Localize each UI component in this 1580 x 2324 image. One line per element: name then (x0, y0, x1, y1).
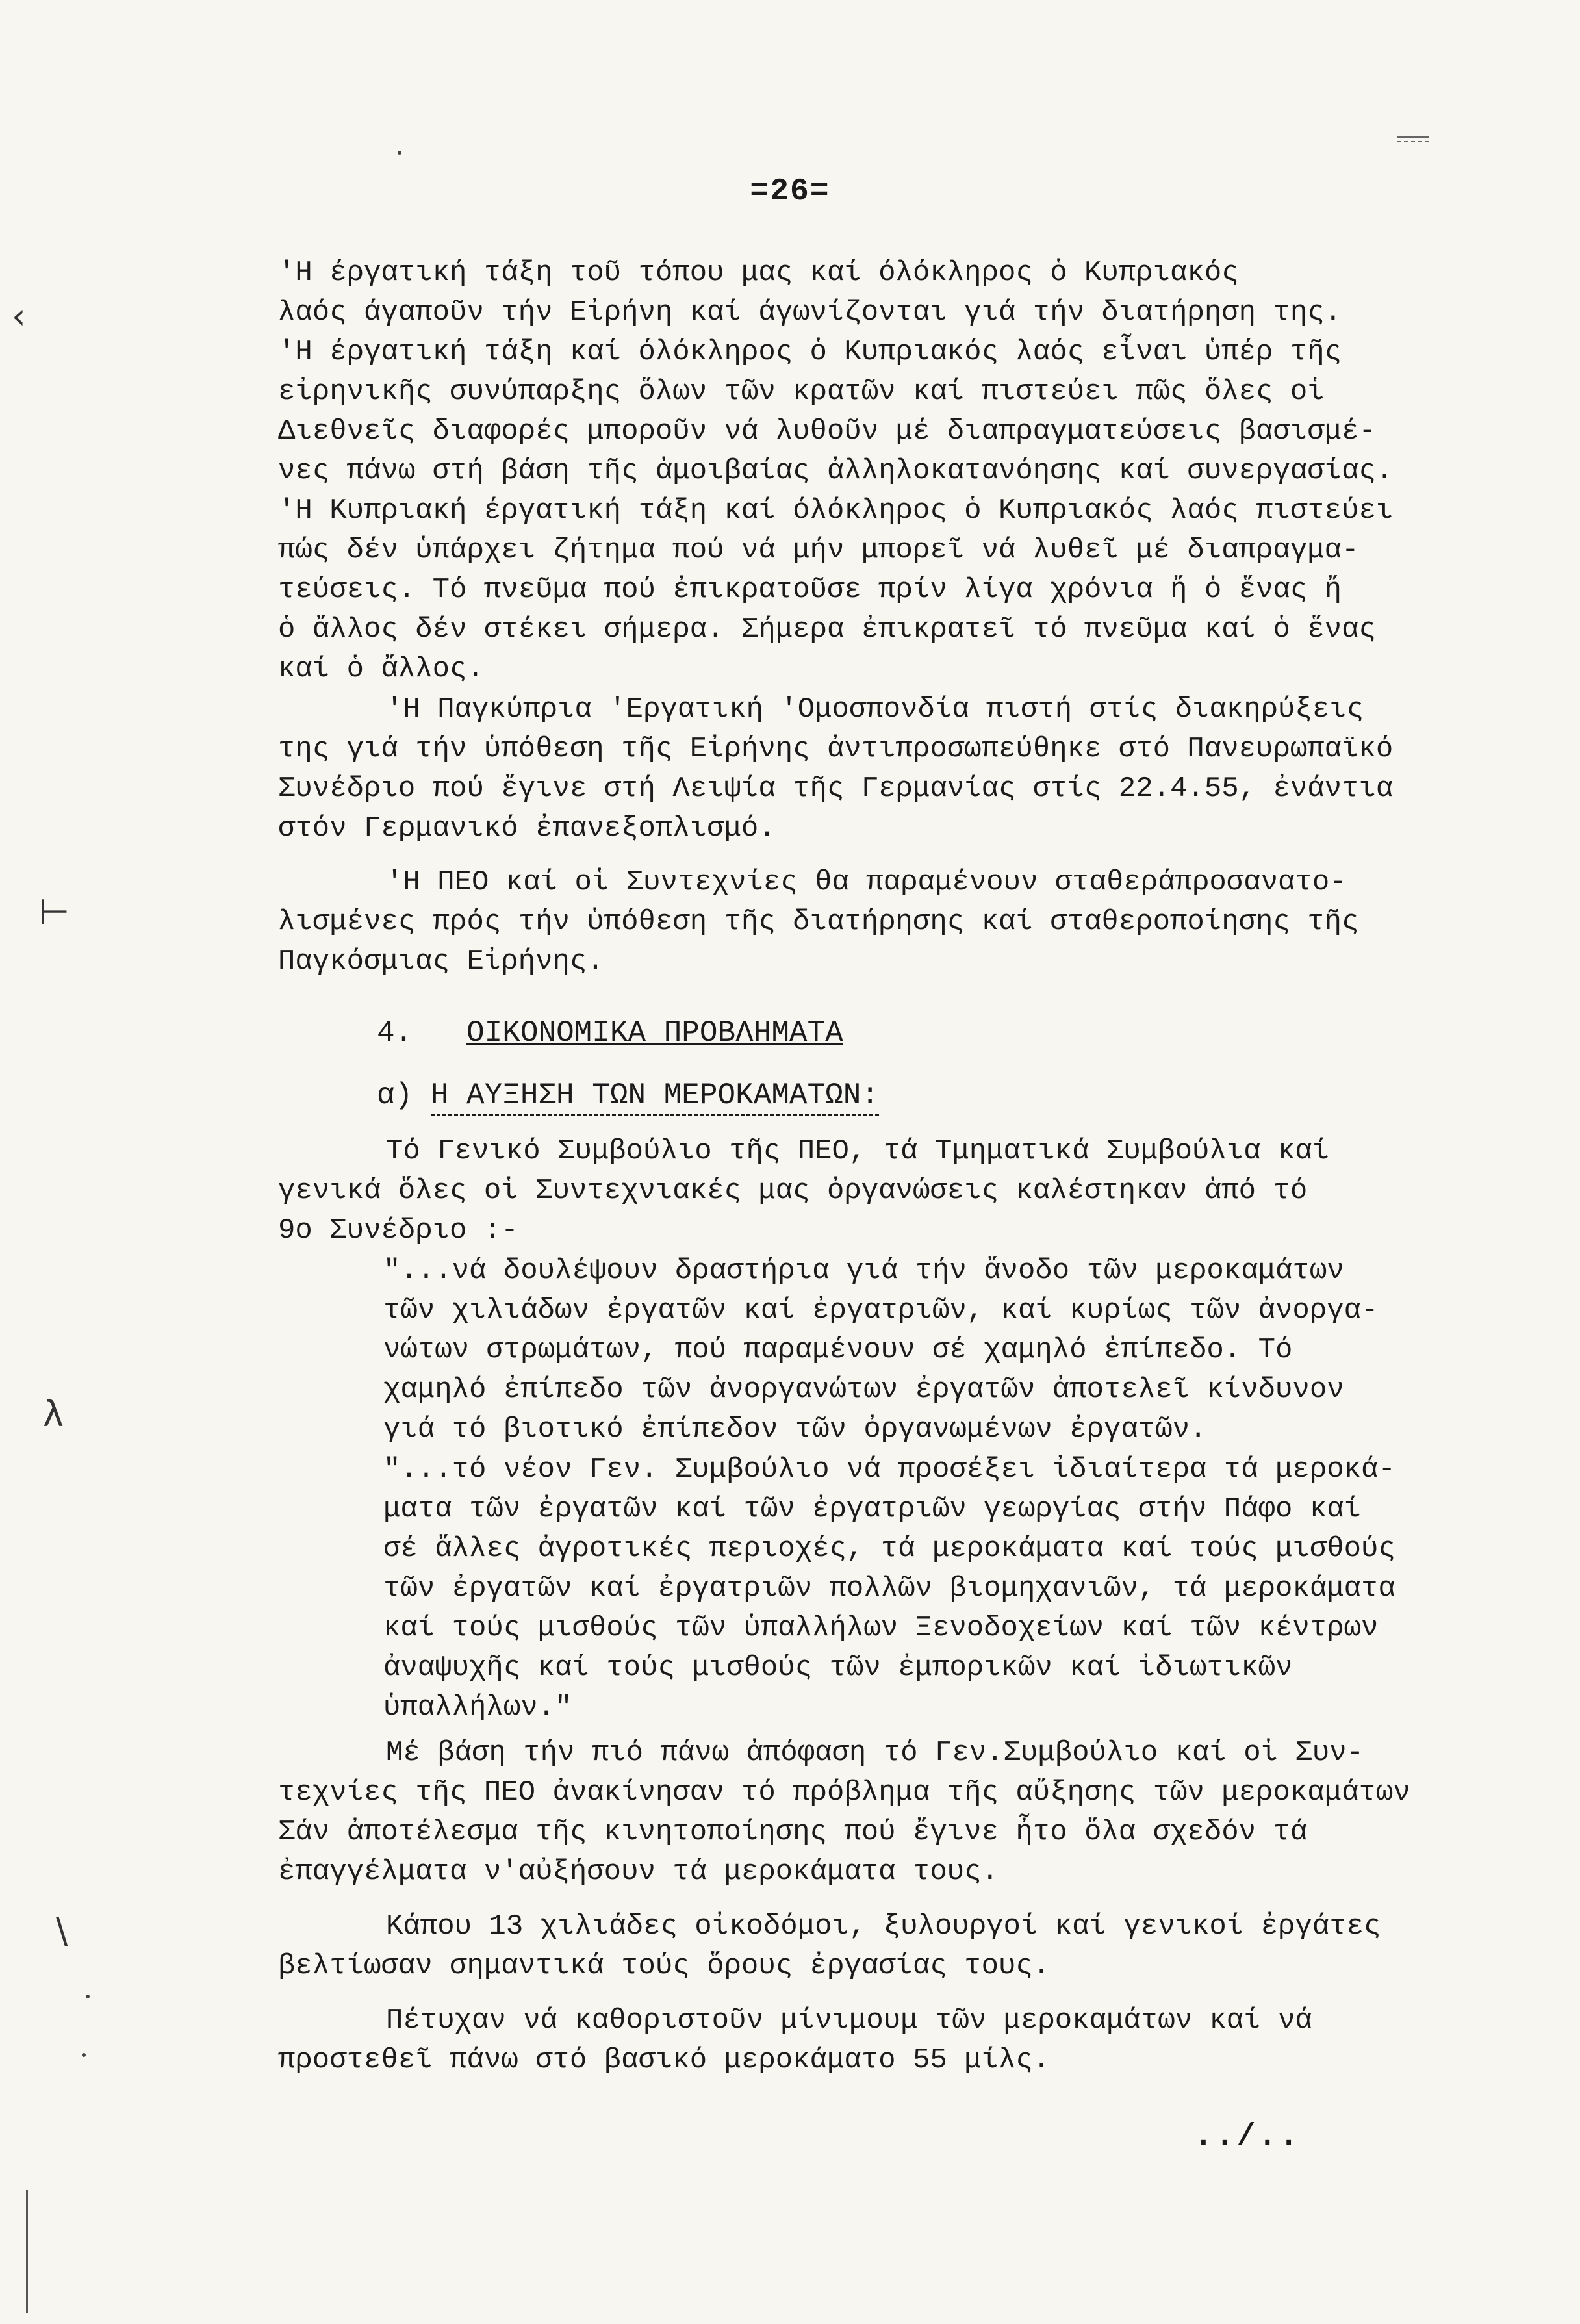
section-number: 4. (377, 1016, 413, 1050)
text-line: 'Η έργατική τάξη καί όλόκληρος ὁ Κυπριακός λαός εἶναι ὑπέρ τῆς (278, 336, 1342, 368)
subsection-heading-wage-increase (377, 1076, 879, 1115)
continuation-mark: ../.. (1194, 2119, 1301, 2154)
text-line: τῶν ἐργατῶν καί ἐργατριῶν πολλῶν βιομηχανιῶν, τά μεροκάματα (383, 1572, 1395, 1605)
text-line: βελτίωσαν σημαντικά τούς ὅρους ἐργασίας τους. (278, 1950, 1051, 1982)
text-line: Σάν ἀποτέλεσμα τῆς κινητοποίησης πού ἔγινε ἦτο ὅλα σχεδόν τά (278, 1816, 1308, 1848)
page-number: =26= (750, 174, 830, 209)
text-line: Παγκόσμιας Εἰρήνης. (278, 945, 604, 978)
text-line: 'Η Παγκύπρια 'Εργατική 'Ομοσπονδία πιστή στίς διακηρύξεις (386, 693, 1364, 726)
text-line: χαμηλό ἐπίπεδο τῶν ἀνοργανώτων ἐργατῶν ἀποτελεῖ κίνδυνον (383, 1373, 1344, 1406)
paragraph-minimum-wage (278, 2001, 1545, 2080)
text-line: προστεθεῖ πάνω στό βασικό μεροκάματο 55 μίλς. (278, 2044, 1051, 2076)
text-line: "...νά δουλέψουν δραστήρια γιά τήν ἄνοδο τῶν μεροκαμάτων (383, 1255, 1344, 1287)
text-line: Διεθνεῖς διαφορές μποροῦν νά λυθοῦν μέ διαπραγματεύσεις βασισμέ- (278, 415, 1376, 448)
text-line: ἐπαγγέλματα ν'αὐξήσουν τά μεροκάματα τους. (278, 1856, 999, 1888)
text-line: Συνέδριο πού ἔγινε στή Λειψία τῆς Γερμανίας στίς 22.4.55, ἐνάντια (278, 773, 1394, 805)
quote-resolution-2 (383, 1450, 1580, 1728)
text-line: Τό Γενικό Συμβούλιο τῆς ΠΕΟ, τά Τμηματικά Συμβούλια καί (386, 1135, 1330, 1168)
paragraph-peace (278, 253, 1545, 689)
text-line: της γιά τήν ὑπόθεση τῆς Εἰρήνης ἀντιπροσωπεύθηκε στό Πανευρωπαϊκό (278, 733, 1394, 765)
text-line: ὑπαλλήλων." (383, 1691, 572, 1724)
text-line: ἀναψυχῆς καί τούς μισθούς τῶν ἐμπορικῶν καί ἰδιωτικῶν (383, 1652, 1293, 1684)
text-line: εἰρηνικῆς συνύπαρξης ὅλων τῶν κρατῶν καί πιστεύει πῶς ὅλες οἱ (278, 376, 1325, 408)
paragraph-wage-campaign (278, 1733, 1545, 1892)
text-line: 'Η ΠΕΟ καί οἱ Συντεχνίες θα παραμένουν σταθεράπροσανατο- (386, 866, 1347, 899)
section-heading-economic-problems (377, 1014, 843, 1053)
margin-mark-arrow: ‹ (12, 296, 26, 337)
paragraph-builders (278, 1907, 1545, 1986)
text-line: νώτων στρωμάτων, πού παραμένουν σέ χαμηλό ἐπίπεδο. Τό (383, 1334, 1293, 1366)
paragraph-peo-congress (278, 690, 1545, 849)
text-line: τῶν χιλιάδων ἐργατῶν καί ἐργατριῶν, καί κυρίως τῶν ἀνοργα- (383, 1294, 1379, 1327)
paragraph-peo-unions (278, 863, 1545, 982)
scan-edge-line (26, 2190, 28, 2313)
subsection-prefix: α) (377, 1079, 413, 1112)
margin-mark-tick: ⊢ (39, 891, 70, 932)
text-line: ὁ ἄλλος δέν στέκει σήμερα. Σήμερα ἐπικρατεῖ τό πνεῦμα καί ὁ ἕνας (278, 613, 1376, 646)
scan-artifact-dash (1397, 136, 1429, 142)
text-line: τεύσεις. Τό πνεῦμα πού ἐπικρατοῦσε πρίν λίγα χρόνια ἤ ὁ ἕνας ἤ (278, 574, 1342, 606)
text-line: νες πάνω στή βάση τῆς ἀμοιβαίας ἀλληλοκατανόησης καί συνεργασίας. (278, 455, 1394, 487)
text-line: 'Η Κυπριακή έργατική τάξη καί όλόκληρος ὁ Κυπριακός λαός πιστεύει (278, 494, 1394, 527)
text-line: Πέτυχαν νά καθοριστοῦν μίνιμουμ τῶν μεροκαμάτων καί νά (386, 2004, 1312, 2037)
text-line: "...τό νέον Γεν. Συμβούλιο νά προσέξει ἰδιαίτερα τά μεροκά- (383, 1453, 1395, 1486)
text-line: λαός άγαποῦν τήν Εἰρήνη καί άγωνίζονται γιά τήν διατήρηση της. (278, 296, 1342, 329)
quote-resolution-1 (383, 1251, 1580, 1449)
text-line: γιά τό βιοτικό ἐπίπεδον τῶν ὀργανωμένων ἐργατῶν. (383, 1413, 1207, 1446)
text-line: Μέ βάση τήν πιό πάνω ἀπόφαση τό Γεν.Συμβούλιο καί οἱ Συν- (386, 1737, 1364, 1769)
margin-mark-lambda: λ (43, 1394, 64, 1435)
text-line: τεχνίες τῆς ΠΕΟ ἀνακίνησαν τό πρόβλημα τῆς αὔξησης τῶν μεροκαμάτων (278, 1776, 1410, 1809)
text-line: πώς δέν ὑπάρχει ζήτημα πού νά μήν μπορεῖ νά λυθεῖ μέ διαπραγμα- (278, 534, 1359, 567)
scan-speck (86, 1995, 90, 1998)
section-title: ΟΙΚΟΝΟΜΙΚΑ ΠΡΟΒΛΗΜΑΤΑ (466, 1016, 843, 1050)
scan-speck (82, 2053, 86, 2057)
text-line: καί τούς μισθούς τῶν ὑπαλλήλων Ξενοδοχείων καί τῶν κέντρων (383, 1612, 1379, 1644)
text-line: στόν Γερμανικό ἐπανεξοπλισμό. (278, 812, 776, 845)
text-line: καί ὁ ἄλλος. (278, 653, 484, 685)
text-line: 'Η έργατική τάξη τοῦ τόπου μας καί όλόκληρος ὁ Κυπριακός (278, 257, 1239, 289)
scan-speck (398, 151, 401, 155)
text-line: 9ο Συνέδριο :- (278, 1214, 518, 1247)
text-line: σέ ἄλλες ἀγροτικές περιοχές, τά μεροκάματα καί τούς μισθούς (383, 1533, 1395, 1565)
text-line: Κάπου 13 χιλιάδες οἰκοδόμοι, ξυλουργοί καί γενικοί ἐργάτες (386, 1910, 1381, 1943)
text-line: γενικά ὅλες οἱ Συντεχνιακές μας ὀργανώσεις καλέστηκαν ἀπό τό (278, 1175, 1308, 1207)
paragraph-general-council (278, 1132, 1545, 1251)
subsection-title: Η ΑΥΞΗΣΗ ΤΩΝ ΜΕΡΟΚΑΜΑΤΩΝ: (431, 1079, 879, 1116)
margin-mark-slash: \ (56, 1910, 68, 1951)
text-line: λισμένες πρός τήν ὑπόθεση τῆς διατήρησης καί σταθεροποίησης τῆς (278, 906, 1359, 938)
text-line: ματα τῶν ἐργατῶν καί τῶν ἐργατριῶν γεωργίας στήν Πάφο καί (383, 1493, 1362, 1526)
